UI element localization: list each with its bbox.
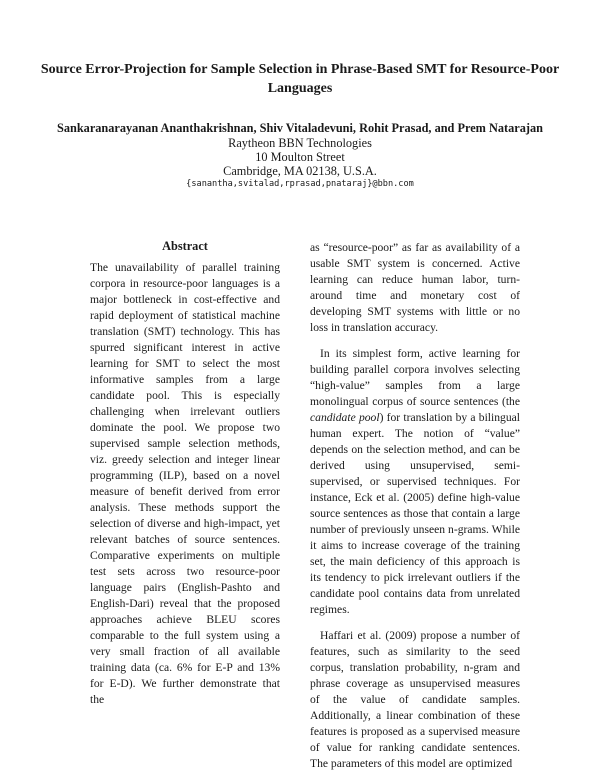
author-emails: {sanantha,svitalad,rprasad,pnataraj}@bbn.com — [186, 179, 414, 189]
intro-column — [310, 240, 520, 772]
intro-paragraph-2 — [310, 346, 520, 618]
intro-p2-part-a: In its simplest form, active learning for building parallel corpora involves selecting “high-value” samples from a large monolingual corpus of source sentences (the — [310, 347, 520, 408]
candidate-pool-term: candidate pool — [310, 411, 380, 424]
affiliation-street: 10 Moulton Street — [255, 150, 345, 164]
intro-paragraph-3: Haffari et al. (2009) propose a number of features, such as similarity to the seed corpus, translation probability, n-gram and phrase coverage as unsupervised measures of the value of candidate samples. Additionally, a linear combination of these features is proposed as a supervised measure of value for ranking candidate sentences. The parameters of this model are optimized — [310, 629, 520, 770]
intro-paragraph-1: as “resource-poor” as far as availability of a usable SMT system is concerned. Active learning can reduce human labor, turn-around time and monetary cost of developing SMT systems with little or no loss in translation accuracy. — [310, 241, 520, 334]
abstract-text: The unavailability of parallel training corpora in resource-poor languages is a major bottleneck in cost-effective and rapid deployment of statistical machine translation (SMT) technology. This has spurred significant interest in active learning for SMT to select the most informative samples from a large candidate pool. This is especially challenging when irrelevant outliers dominate the pool. We propose two supervised sample selection methods, viz. greedy selection and integer linear programming (ILP), based on a novel measure of benefit derived from error analysis. These methods support the selection of diverse and high-impact, yet relevant batches of source sentences. Comparative experiments on multiple test sets across two resource-poor language pairs (English-Pashto and English-Dari) reveal that the proposed approaches achieve BLEU scores comparable to the full system using a very small fraction of all available training data (ca. 6% for E-P and 13% for E-D). We further demonstrate that the — [90, 261, 280, 706]
intro-p2-part-b: ) for translation by a bilingual human expert. The notion of “value” depends on the selection method, and can be derived using unsupervised, semi-supervised, or supervised techniques. For instance, Eck et al. (2005) define high-value source sentences as those that contain a large number of previously unseen n-grams. While it aims to increase coverage of the training set, the main deficiency of this approach is its tendency to pick irrelevant outliers if the candidate pool contains data from unrelated regimes. — [310, 411, 520, 616]
paper-title: Source Error-Projection for Sample Selection in Phrase-Based SMT for Resource-Poor Languages — [40, 62, 560, 96]
affiliation-org: Raytheon BBN Technologies — [228, 136, 372, 150]
affiliation-city: Cambridge, MA 02138, U.S.A. — [223, 164, 377, 178]
abstract-column — [90, 260, 280, 708]
abstract-heading: Abstract — [162, 239, 208, 253]
author-list: Sankaranarayanan Ananthakrishnan, Shiv Vitaladevuni, Rohit Prasad, and Prem Natarajan — [57, 121, 543, 135]
